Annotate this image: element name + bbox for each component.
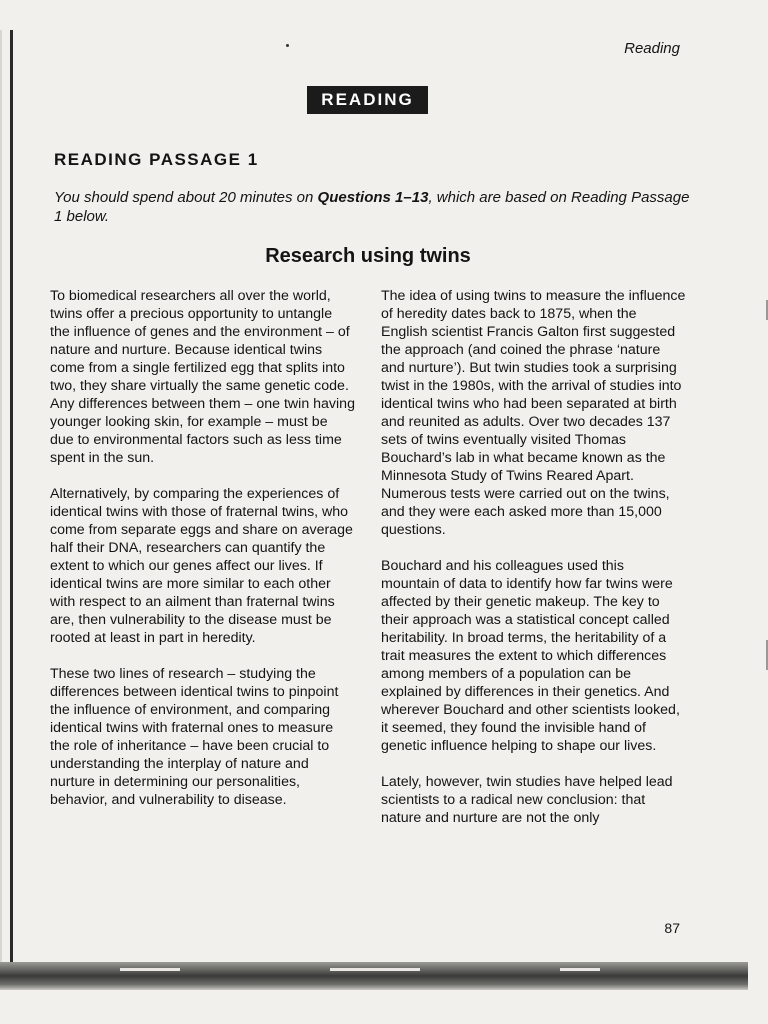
article-column-left bbox=[50, 287, 355, 827]
edge-speck bbox=[330, 968, 420, 971]
section-badge: READING bbox=[307, 86, 428, 114]
instructions bbox=[54, 188, 694, 226]
paragraph: The idea of using twins to measure the influence of heredity dates back to 1875, when the English scientist Francis Galton first suggested the approach (and coined the phrase ‘nature and nurture’). But twin studies took a surprising twist in the 1980s, with the arrival of studies into identical twins who had been separated at birth and reunited as adults. Over two decades 137 sets of twins eventually visited Thomas Bouchard’s lab in what became known as the Minnesota Study of Twins Reared Apart. Numerous tests were carried out on the twins, and they were each asked more than 15,000 questions. bbox=[381, 288, 686, 538]
article-title: Research using twins bbox=[265, 245, 471, 267]
page-number: 87 bbox=[664, 920, 680, 936]
paragraph: These two lines of research – studying the differences between identical twins to pinpoint the influence of environment, and comparing identical twins with fraternal ones to measure the role of inheritance – have been crucial to understanding the interplay of nature and nurture in determining our personalities, behavior, and vulnerability to disease. bbox=[50, 666, 339, 808]
passage-heading: READING PASSAGE 1 bbox=[54, 150, 259, 169]
paragraph: Alternatively, by comparing the experiences of identical twins with those of fraternal twins, who come from separate eggs and share on average half their DNA, researchers can quantify the extent to which our genes affect our lives. If identical twins are more similar to each other with respect to an ailment than fraternal twins are, then vulnerability to the disease must be rooted at least in part in heredity. bbox=[50, 486, 353, 646]
edge-speck bbox=[120, 968, 180, 971]
page-edge-light bbox=[0, 30, 2, 970]
edge-speck bbox=[560, 968, 600, 971]
instructions-questions: Questions 1–13 bbox=[317, 189, 429, 206]
paragraph: Lately, however, twin studies have helped lead scientists to a radical new conclusion: that nature and nurture are not the only bbox=[381, 774, 673, 826]
paragraph: Bouchard and his colleagues used this mountain of data to identify how far twins were affected by their genetic makeup. The key to their approach was a statistical concept called heritability. In broad terms, the heritability of a trait measures the extent to which differences among members of a population can be explained by differences in their genetics. And wherever Bouchard and other scientists looked, it seemed, they found the invisible hand of genetic influence helping to shape our lives. bbox=[381, 558, 680, 754]
article-column-right bbox=[381, 287, 686, 845]
book-spine-shadow bbox=[10, 30, 13, 970]
running-header: Reading bbox=[624, 40, 680, 57]
instructions-before: You should spend about 20 minutes on bbox=[54, 189, 318, 206]
paragraph: To biomedical researchers all over the world, twins offer a precious opportunity to untangle the influence of genes and the environment – of nature and nurture. Because identical twins come from a single fertilized egg that splits into two, they share virtually the same genetic code. Any differences between them – one twin having younger looking skin, for example – must be due to environmental factors such as less time spent in the sun. bbox=[50, 288, 355, 466]
instructions-after: , which are based on Reading Passage 1 below. bbox=[54, 189, 690, 225]
page-bottom-edge-shadow bbox=[0, 962, 748, 990]
speck bbox=[286, 44, 289, 47]
